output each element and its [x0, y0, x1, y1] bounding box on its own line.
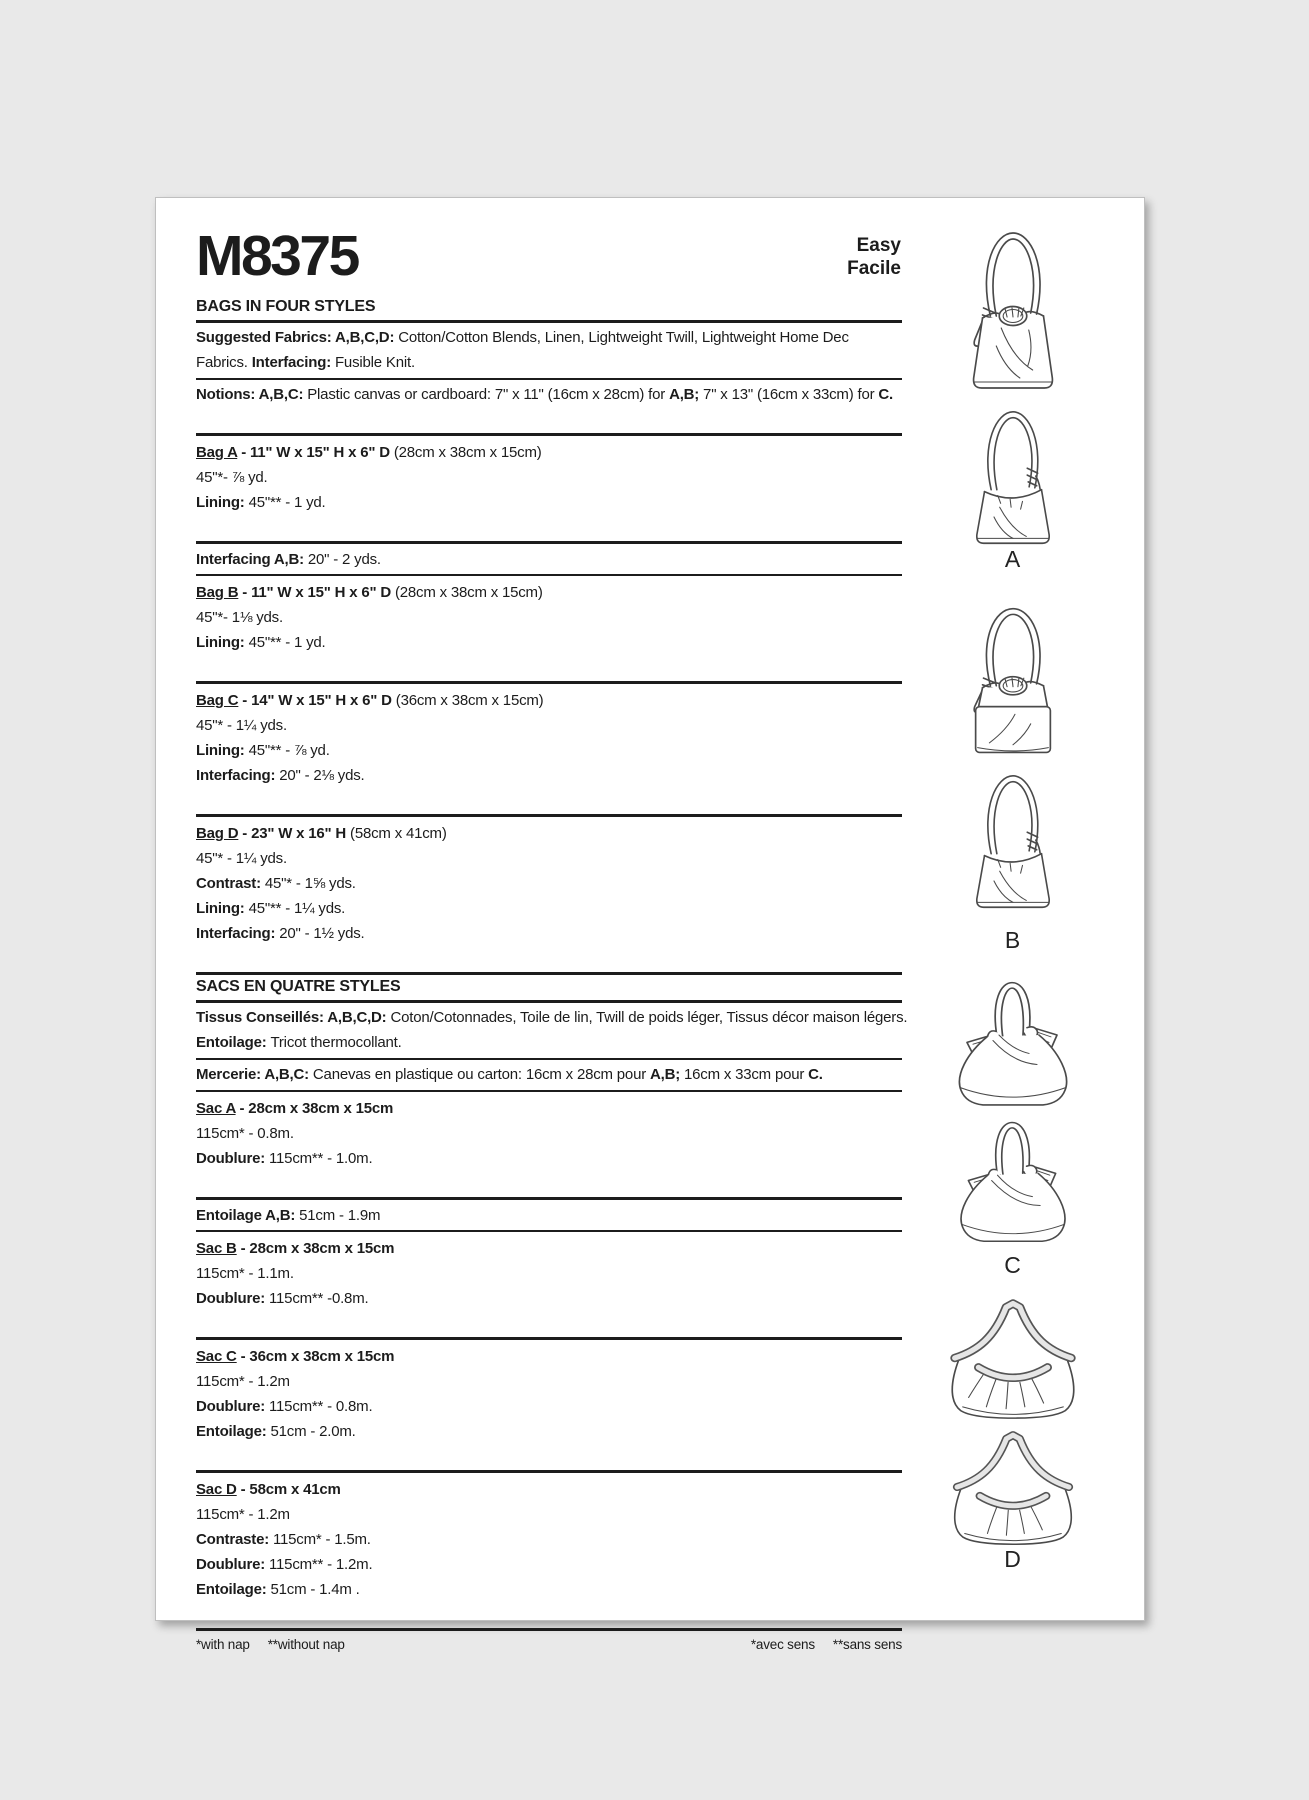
bag-a-view2-hobo-back-icon	[956, 406, 1070, 552]
text-line: Sac D - 58cm x 41cm	[196, 1481, 341, 1498]
bag-a-view1-hobo-front-ring-icon	[954, 226, 1072, 398]
entoilage-ab	[196, 1200, 902, 1232]
text-line: Entoilage: Tricot thermocollant.	[196, 1034, 402, 1051]
fr-tissus	[196, 1003, 908, 1060]
bag-c-label: C	[1004, 1252, 1022, 1278]
text-line: 45"* - 1¼ yds.	[196, 717, 287, 734]
text-line: Lining: 45"** - 1 yd.	[196, 634, 326, 651]
sac-b-metrage	[196, 1232, 902, 1340]
bag-b-view1-hobo-front-ring-band-icon	[954, 602, 1072, 760]
text-line: Tissus Conseillés: A,B,C,D: Coton/Cotonnades, Toile de lin, Twill de poids léger, Tissus décor maison légers.	[196, 1009, 908, 1026]
text-line: Mercerie: A,B,C: Canevas en plastique ou carton: 16cm x 28cm pour A,B; 16cm x 33cm pour C.	[196, 1066, 823, 1083]
text-line: Lining: 45"** - 1 yd.	[196, 494, 326, 511]
text-line: 115cm* - 1.2m	[196, 1373, 290, 1390]
footnote-french	[751, 1637, 902, 1652]
text-line: Sac A - 28cm x 38cm x 15cm	[196, 1100, 394, 1117]
text-line: Doublure: 115cm** -0.8m.	[196, 1290, 369, 1307]
text-line: Lining: 45"** - 1¼ yds.	[196, 900, 346, 917]
text-line: 45"*- 1⅛ yds.	[196, 609, 283, 626]
sac-d-metrage	[196, 1473, 902, 1631]
bag-b-yardage	[196, 576, 902, 684]
fr-mercerie	[196, 1060, 902, 1092]
text-line: Doublure: 115cm** - 1.2m.	[196, 1556, 373, 1573]
text-line: Contraste: 115cm* - 1.5m.	[196, 1531, 371, 1548]
text-line: Entoilage: 51cm - 2.0m.	[196, 1423, 356, 1440]
envelope-page	[155, 197, 1145, 1652]
bag-b-label: B	[1004, 927, 1022, 953]
en-title	[196, 295, 902, 323]
text-line: Sac B - 28cm x 38cm x 15cm	[196, 1240, 395, 1257]
text-line: Bag A - 11" W x 15" H x 6" D (28cm x 38cm x 15cm)	[196, 444, 542, 461]
text-line: 115cm* - 1.1m.	[196, 1265, 294, 1282]
bag-d-yardage	[196, 817, 902, 975]
bag-d-label: D	[1004, 1546, 1022, 1572]
text-line: Entoilage: 51cm - 1.4m .	[196, 1581, 360, 1598]
text-line: 115cm* - 0.8m.	[196, 1125, 294, 1142]
text-line: Bag D - 23" W x 16" H (58cm x 41cm)	[196, 825, 447, 842]
sac-a-metrage	[196, 1092, 902, 1200]
bag-d-view1-pleated-trim-front-icon	[939, 1296, 1087, 1420]
en-notions	[196, 380, 902, 436]
text-line: Contrast: 45"* - 1⅝ yds.	[196, 875, 356, 892]
text-line: Interfacing: 20" - 1½ yds.	[196, 925, 365, 942]
bag-c-view2-slouch-bow-back-icon	[949, 1118, 1077, 1252]
text-line: Notions: A,B,C: Plastic canvas or cardboard: 7" x 11" (16cm x 28cm) for A,B; 7" x 13" (16cm x 33cm) for C.	[196, 386, 893, 403]
text-line: Lining: 45"** - ⅞ yd.	[196, 742, 330, 759]
text-line: Interfacing A,B: 20" - 2 yds.	[196, 551, 381, 568]
text-line: Doublure: 115cm** - 1.0m.	[196, 1150, 373, 1167]
interfacing-ab	[196, 544, 902, 576]
text-line: SACS EN QUATRE STYLES	[196, 978, 401, 995]
text-line: Bag B - 11" W x 15" H x 6" D (28cm x 38cm x 15cm)	[196, 584, 543, 601]
difficulty-en: Easy	[856, 235, 901, 256]
sac-c-metrage	[196, 1340, 902, 1473]
text-line: Suggested Fabrics: A,B,C,D: Cotton/Cotton Blends, Linen, Lightweight Twill, Lightweight Home Dec	[196, 329, 849, 346]
bag-c-yardage	[196, 684, 902, 817]
text-line: Interfacing: 20" - 2⅛ yds.	[196, 767, 365, 784]
text-line: Bag C - 14" W x 15" H x 6" D (36cm x 38cm x 15cm)	[196, 692, 544, 709]
text-line: Doublure: 115cm** - 0.8m.	[196, 1398, 373, 1415]
text-line: 45"* - 1¼ yds.	[196, 850, 287, 867]
footnote-text: **without nap	[267, 1637, 345, 1652]
text-column	[196, 224, 908, 1652]
bag-a-yardage	[196, 436, 902, 544]
text-line: Entoilage A,B: 51cm - 1.9m	[196, 1207, 381, 1224]
text-line: 45"*- ⅞ yd.	[196, 469, 268, 486]
text-line: Fabrics. Interfacing: Fusible Knit.	[196, 354, 415, 371]
text-line: Sac C - 36cm x 38cm x 15cm	[196, 1348, 395, 1365]
bag-a-label: A	[1004, 546, 1022, 572]
bag-d-view2-pleated-trim-back-icon	[942, 1428, 1084, 1546]
text-line: BAGS IN FOUR STYLES	[196, 298, 376, 315]
yardage-blocks	[196, 295, 908, 1631]
footnote-text: *with nap	[196, 1637, 250, 1652]
footnote-text: *avec sens	[750, 1637, 815, 1652]
footnote-english	[196, 1637, 345, 1652]
footnote-text: **sans sens	[832, 1637, 902, 1652]
bag-b-view2-hobo-back-icon	[956, 770, 1070, 916]
text-line: 115cm* - 1.2m	[196, 1506, 290, 1523]
en-suggested-fabrics	[196, 323, 902, 380]
difficulty-fr: Facile	[847, 258, 901, 279]
fr-title	[196, 975, 902, 1003]
bag-c-view1-slouch-bow-front-icon	[947, 978, 1079, 1116]
pattern-number: M8375	[196, 224, 358, 288]
footnote-row	[196, 1631, 902, 1652]
